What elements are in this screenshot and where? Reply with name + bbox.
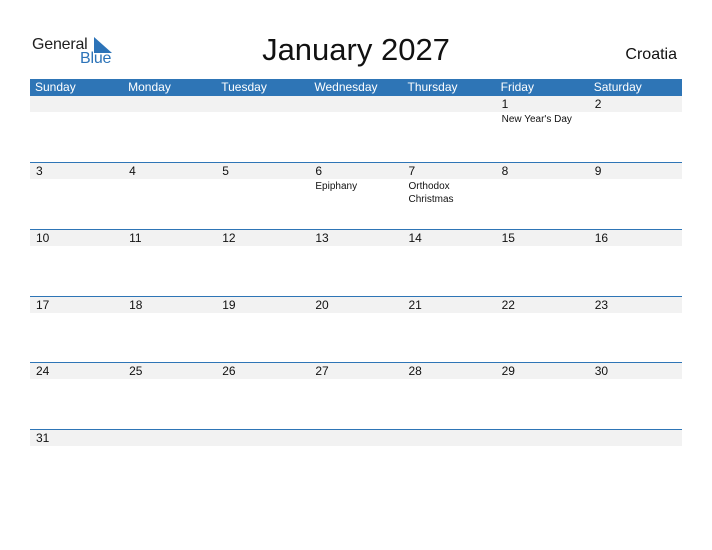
day-cell <box>496 430 589 450</box>
day-cell <box>403 363 496 429</box>
holiday-label <box>36 246 123 247</box>
holiday-label <box>315 313 402 314</box>
holiday-label <box>129 246 216 247</box>
day-number: 14 <box>408 231 422 245</box>
day-cell <box>30 163 123 229</box>
holiday-label <box>315 246 402 247</box>
logo-word-general: General <box>32 36 88 53</box>
weekday-tuesday: Tuesday <box>221 80 267 94</box>
day-number: 21 <box>408 298 422 312</box>
day-number: 20 <box>315 298 329 312</box>
day-number: 31 <box>36 431 50 445</box>
holiday-label <box>409 431 496 432</box>
weekday-friday: Friday <box>500 80 534 94</box>
holiday-label <box>595 379 682 380</box>
holiday-label <box>409 313 496 314</box>
day-cell <box>496 163 589 229</box>
day-cell <box>589 297 682 362</box>
holiday-label <box>595 179 682 180</box>
holiday-label: Epiphany <box>315 181 358 192</box>
day-cell <box>589 230 682 296</box>
holiday-label <box>502 379 589 380</box>
holiday-label <box>129 97 216 98</box>
week-row <box>30 362 682 429</box>
day-number: 18 <box>129 298 143 312</box>
day-cell <box>403 430 496 450</box>
day-number: 19 <box>222 298 236 312</box>
holiday-label <box>129 313 216 314</box>
holiday-label <box>222 97 309 98</box>
weekday-header <box>30 79 682 96</box>
day-cell <box>309 163 402 229</box>
day-cell <box>589 430 682 450</box>
weekday-wednesday: Wednesday <box>314 80 378 94</box>
day-number: 5 <box>222 164 229 178</box>
day-cell <box>589 163 682 229</box>
holiday-label <box>222 246 309 247</box>
day-number: 16 <box>594 231 609 245</box>
day-number: 26 <box>222 364 236 378</box>
day-cell <box>496 230 589 296</box>
day-cell <box>309 297 402 362</box>
day-number: 9 <box>594 164 602 178</box>
day-cell <box>589 96 682 162</box>
day-number: 7 <box>408 164 416 178</box>
day-number: 3 <box>36 164 43 178</box>
day-cell <box>30 230 123 296</box>
holiday-label <box>36 179 123 180</box>
holiday-label <box>129 179 216 180</box>
day-number: 1 <box>501 97 509 111</box>
day-cell <box>403 297 496 362</box>
day-cell <box>123 230 216 296</box>
holiday-label <box>315 97 402 98</box>
day-number: 13 <box>315 231 329 245</box>
holiday-label <box>36 313 123 314</box>
day-cell <box>403 163 496 229</box>
day-cell <box>30 430 123 450</box>
day-number: 23 <box>594 298 609 312</box>
day-cell <box>309 363 402 429</box>
day-cell <box>30 363 123 429</box>
weekday-saturday: Saturday <box>593 80 642 94</box>
day-number: 8 <box>501 164 509 178</box>
day-cell <box>309 430 402 450</box>
day-cell <box>123 163 216 229</box>
holiday-label <box>595 246 682 247</box>
holiday-label <box>595 431 682 432</box>
holiday-label <box>36 379 123 380</box>
holiday-label <box>36 97 123 98</box>
holiday-label <box>222 431 309 432</box>
week-row <box>30 429 682 450</box>
holiday-label <box>595 112 682 113</box>
day-number: 25 <box>129 364 143 378</box>
holiday-label <box>502 246 589 247</box>
day-cell <box>123 363 216 429</box>
holiday-label <box>222 179 309 180</box>
day-cell <box>216 430 309 450</box>
holiday-label <box>315 431 402 432</box>
day-cell <box>216 96 309 162</box>
day-cell <box>496 363 589 429</box>
holiday-label: Orthodox Christmas <box>408 181 454 205</box>
day-cell <box>123 96 216 162</box>
day-number: 6 <box>315 164 323 178</box>
day-number: 27 <box>315 364 329 378</box>
day-cell <box>589 363 682 429</box>
day-cell <box>30 96 123 162</box>
day-cell <box>216 163 309 229</box>
calendar-title: January 2027 <box>262 32 450 67</box>
day-number: 10 <box>36 231 50 245</box>
day-cell <box>123 430 216 450</box>
holiday-label <box>129 379 216 380</box>
holiday-label <box>129 431 216 432</box>
weekday-monday: Monday <box>128 80 171 94</box>
logo-word-blue: Blue <box>80 50 112 67</box>
day-number: 17 <box>36 298 50 312</box>
day-cell <box>496 297 589 362</box>
holiday-label <box>502 179 589 180</box>
day-number: 12 <box>222 231 236 245</box>
day-cell <box>496 96 589 162</box>
holiday-label <box>409 97 496 98</box>
day-number: 24 <box>36 364 50 378</box>
day-cell <box>309 230 402 296</box>
day-number: 29 <box>501 364 515 378</box>
day-cell <box>216 230 309 296</box>
holiday-label <box>502 431 589 432</box>
day-cell <box>309 96 402 162</box>
holiday-label <box>315 379 402 380</box>
week-row <box>30 296 682 362</box>
day-number: 11 <box>129 231 142 245</box>
holiday-label: New Year's Day <box>501 114 572 125</box>
day-number: 2 <box>594 97 602 111</box>
day-cell <box>123 297 216 362</box>
day-cell <box>216 297 309 362</box>
day-number: 15 <box>501 231 515 245</box>
week-row <box>30 229 682 296</box>
holiday-label <box>502 313 589 314</box>
day-number: 30 <box>594 364 609 378</box>
weekday-thursday: Thursday <box>407 80 458 94</box>
day-cell <box>30 297 123 362</box>
day-number: 4 <box>129 164 136 178</box>
holiday-label <box>409 379 496 380</box>
week-row <box>30 162 682 229</box>
day-cell <box>216 363 309 429</box>
day-number: 28 <box>408 364 422 378</box>
holiday-label <box>36 446 123 447</box>
day-number: 22 <box>501 298 515 312</box>
weekday-sunday: Sunday <box>35 80 76 94</box>
holiday-label <box>409 246 496 247</box>
country-label: Croatia <box>625 46 677 63</box>
holiday-label <box>595 313 682 314</box>
holiday-label <box>222 379 309 380</box>
holiday-label <box>222 313 309 314</box>
week-row <box>30 96 682 162</box>
day-cell <box>403 96 496 162</box>
day-cell <box>403 230 496 296</box>
